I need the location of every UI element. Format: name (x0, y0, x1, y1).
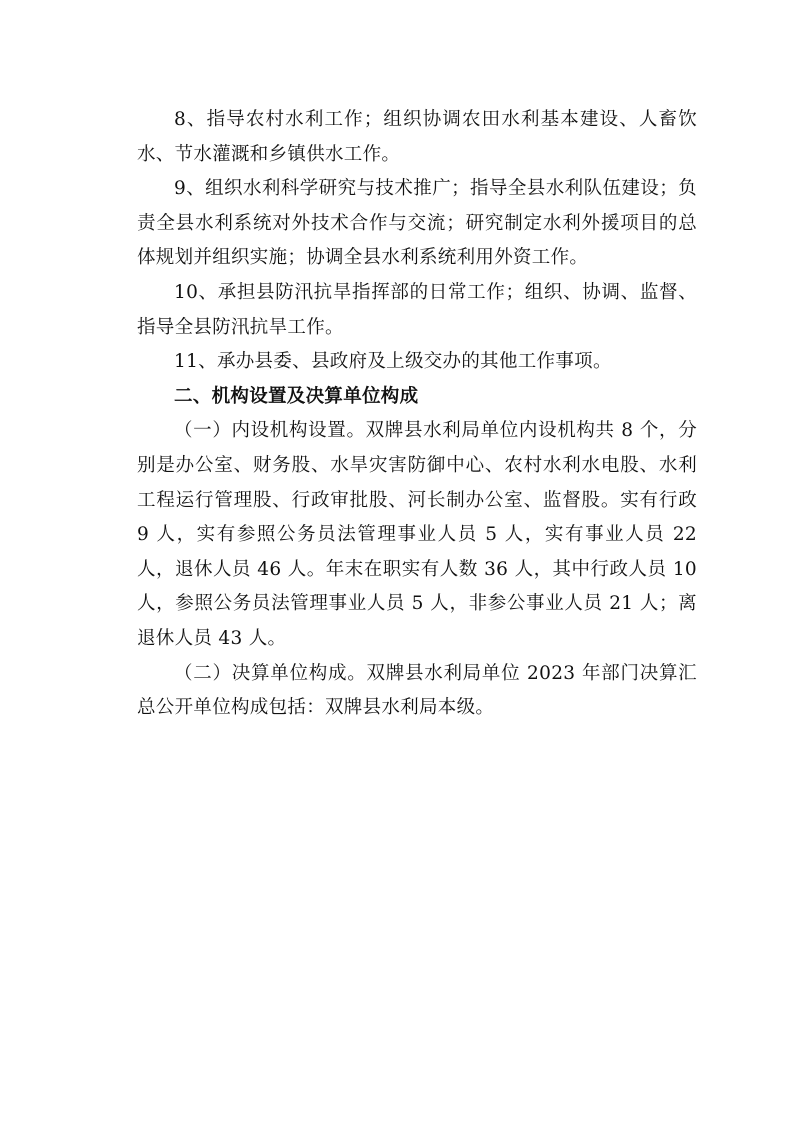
paragraph-item-8: 8、指导农村水利工作；组织协调农田水利基本建设、人畜饮水、节水灌溉和乡镇供水工作。 (137, 109, 697, 165)
section-heading: 二、机构设置及决算单位构成 (174, 385, 419, 407)
paragraph-item-11: 11、承办县委、县政府及上级交办的其他工作事项。 (174, 351, 612, 373)
paragraph-item-9: 9、组织水利科学研究与技术推广；指导全县水利队伍建设；负责全县水利系统对外技术合作与交流；研究制定水利外援项目的总体规划并组织实施；协调全县水利系统利用外资工作。 (137, 178, 697, 269)
document-body (137, 103, 697, 726)
paragraph-budget-units: （二）决算单位构成。双牌县水利局单位 2023 年部门决算汇总公开单位构成包括：双牌县水利局本级。 (137, 662, 697, 719)
paragraph-item-10: 10、承担县防汛抗旱指挥部的日常工作；组织、协调、监督、指导全县防汛抗旱工作。 (137, 281, 697, 338)
paragraph-internal-org: （一）内设机构设置。双牌县水利局单位内设机构共 8 个，分别是办公室、财务股、水旱灾害防御中心、农村水利水电股、水利工程运行管理股、行政审批股、河长制办公室、监督股。实有行政 9 人，实有参照公务员法管理事业人员 5 人，实有事业人员 22 人，退休人员 46 人。年末在职实有人数 36 人，其中行政人员 10 人，参照公务员法管理事业人员 5 人，非参公事业人员 21 人；离退休人员 43 人。 (137, 420, 697, 649)
